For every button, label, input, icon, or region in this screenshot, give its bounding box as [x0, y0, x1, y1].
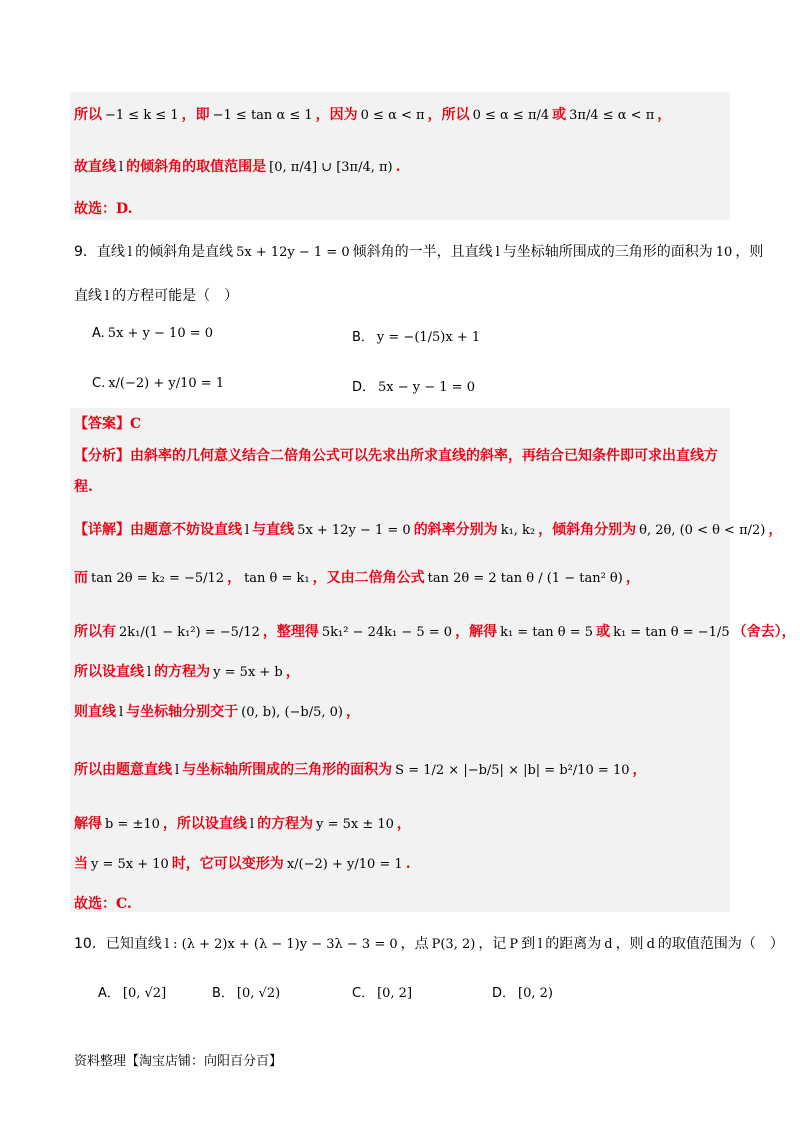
- question-10-option-b[interactable]: B． [0, √2): [212, 986, 281, 1001]
- question-10-option-d[interactable]: D． [0, 2): [492, 986, 553, 1001]
- question-9-option-d[interactable]: D． 5x − y − 1 = 0: [352, 380, 475, 395]
- question-9-stem-2: 直线 l 的方程可能是（ ）: [74, 288, 239, 304]
- question-9-option-a[interactable]: A. 5x + y − 10 = 0: [92, 326, 214, 341]
- answer-9-detail-8: 当 y = 5x + 10 时，它可以变形为 x/(−2) + y/10 = 1 .: [74, 856, 411, 872]
- question-10-option-c[interactable]: C． [0, 2]: [352, 986, 413, 1001]
- answer-9-final-choice: 故选：C.: [74, 896, 132, 912]
- solution-line-2: 故直线 l 的倾斜角的取值范围是 [0, π/4] ∪ [3π/4, π) .: [74, 159, 401, 175]
- answer-9-detail-6: 所以由题意直线 l 与坐标轴所围成的三角形的面积为 S = 1/2 × |−b/5| × |b| = b²/10 = 10 ，: [74, 762, 647, 778]
- question-9-option-b[interactable]: B． y = −(1/5)x + 1: [352, 330, 481, 345]
- answer-9-detail-4: 所以设直线 l 的方程为 y = 5x + b ，: [74, 664, 300, 680]
- question-9-stem-1: 9．直线 l 的倾斜角是直线 5x + 12y − 1 = 0 倾斜角的一半，且直线 l 与坐标轴所围成的三角形的面积为 10 ，则: [74, 244, 764, 260]
- answer-9-detail-7: 解得 b = ±10 ，所以设直线 l 的方程为 y = 5x ± 10 ，: [74, 816, 411, 832]
- answer-9-answer: 【答案】C: [74, 416, 142, 432]
- answer-9-analysis-2: 程.: [74, 479, 93, 495]
- question-10-stem: 10．已知直线 l : (λ + 2)x + (λ − 1)y − 3λ − 3 = 0 ，点 P(3, 2) ，记 P 到 l 的距离为 d ，则 d 的取值范围为（ ）: [74, 936, 784, 952]
- solution-line-1: 所以 −1 ≤ k ≤ 1 ，即 −1 ≤ tan α ≤ 1 ，因为 0 ≤ α < π ，所以 0 ≤ α ≤ π/4 或 3π/4 ≤ α < π ，: [74, 107, 672, 123]
- answer-9-detail-2: 而 tan 2θ = k₂ = −5/12 ， tan θ = k₁ ，又由二倍角公式 tan 2θ = 2 tan θ / (1 − tan² θ) ，: [74, 570, 640, 586]
- question-9-option-c[interactable]: C. x/(−2) + y/10 = 1: [92, 376, 225, 391]
- solution-choice-d: 故选：D.: [74, 201, 133, 217]
- answer-9-detail-3: 所以有 2k₁/(1 − k₁²) = −5/12 ，整理得 5k₁² − 24k₁ − 5 = 0 ，解得 k₁ = tan θ = 5 或 k₁ = tan θ = −1/5 （舍去），: [74, 624, 796, 640]
- answer-9-analysis-1: 【分析】由斜率的几何意义结合二倍角公式可以先求出所求直线的斜率，再结合已知条件即可求出直线方: [74, 448, 718, 464]
- answer-9-detail-5: 则直线 l 与坐标轴分别交于 (0, b), (−b/5, 0) ，: [74, 704, 360, 720]
- question-10-option-a[interactable]: A． [0, √2]: [98, 986, 167, 1001]
- answer-9-detail-1: 【详解】由题意不妨设直线 l 与直线 5x + 12y − 1 = 0 的斜率分别为 k₁, k₂ ，倾斜角分别为 θ, 2θ, (0 < θ < π/2) ，: [74, 522, 783, 538]
- page-footer: 资料整理【淘宝店铺：向阳百分百】: [74, 1054, 283, 1069]
